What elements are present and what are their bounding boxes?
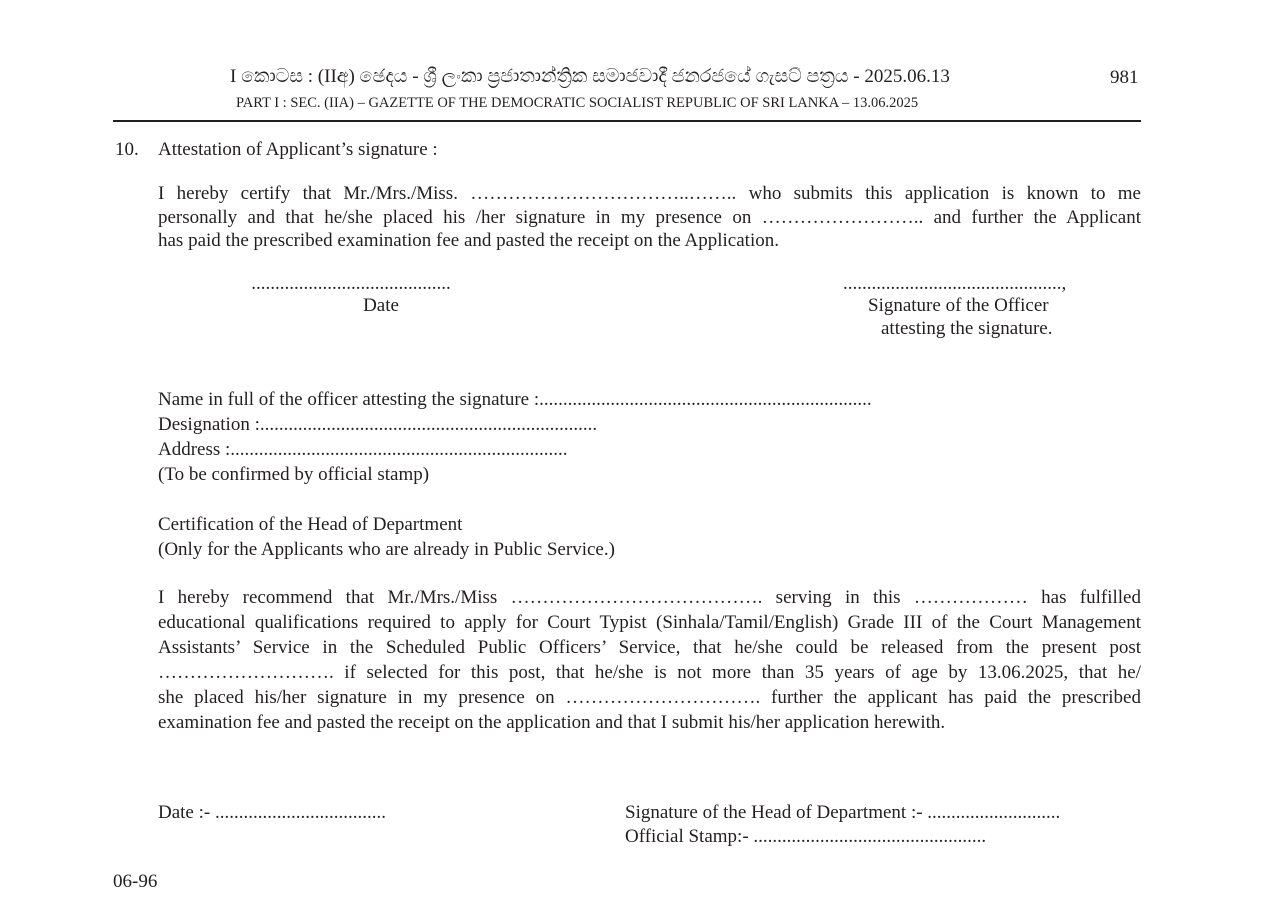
paragraph-line: Assistants’ Service in the Scheduled Public Officers’ Service, that he/she could be released from the present post — [158, 637, 1141, 658]
section-number: 10. — [115, 139, 139, 160]
head-certification-title: Certification of the Head of Department — [158, 514, 463, 535]
officer-signature-label: Signature of the Officer — [868, 295, 1049, 316]
date-dots: .......................................... — [251, 273, 451, 294]
date-label: Date — [363, 295, 399, 316]
designation-field: Designation :....................................................................... — [158, 414, 598, 435]
header-english-title: PART I : SEC. (IIA) – GAZETTE OF THE DEMOCRATIC SOCIALIST REPUBLIC OF SRI LANKA – 13.06.2025 — [236, 95, 919, 111]
section-title: Attestation of Applicant’s signature : — [158, 139, 438, 160]
official-stamp-field: Official Stamp:- ................................................. — [625, 826, 987, 847]
officer-signature-label-2: attesting the signature. — [881, 318, 1053, 339]
page-number: 981 — [1110, 67, 1139, 88]
address-field: Address :....................................................................... — [158, 439, 568, 460]
recommendation-paragraph — [158, 585, 1141, 735]
head-certification-subtitle: (Only for the Applicants who are already in Public Service.) — [158, 539, 615, 560]
attestation-paragraph — [158, 182, 1141, 253]
header-divider — [113, 120, 1141, 122]
paragraph-line: I hereby recommend that Mr./Mrs./Miss …………………………………. serving in this ……………… has fulfilled — [158, 587, 1141, 608]
paragraph-line: ………………………. if selected for this post, that he/she is not more than 35 years of age by 13.06.2025, that he/ — [158, 662, 1141, 683]
officer-name-field: Name in full of the officer attesting the signature :...................................................................... — [158, 389, 872, 410]
paragraph-line: personally and that he/she placed his /her signature in my presence on …………………….. and further the Applicant — [158, 206, 1141, 228]
footer-code: 06-96 — [113, 871, 158, 892]
stamp-note: (To be confirmed by official stamp) — [158, 464, 430, 485]
head-signature-field: Signature of the Head of Department :- ............................ — [625, 802, 1061, 823]
paragraph-line: has paid the prescribed examination fee and pasted the receipt on the Application. — [158, 230, 779, 251]
head-date-field: Date :- .................................... — [158, 802, 386, 823]
paragraph-line: she placed his/her signature in my presence on …………………………. further the applicant has paid the prescribed — [158, 687, 1141, 708]
header-sinhala-title: I කොටස : (IIඅ) ඡෙදය - ශ්‍රී ලංකා ප්‍රජාතාන්ත්‍රික සමාජවාදී ජනරජයේ ගැසට් පත්‍රය - 2025.06.13 — [230, 66, 950, 87]
paragraph-line: educational qualifications required to apply for Court Typist (Sinhala/Tamil/English) Grade III of the Court Management — [158, 612, 1141, 633]
paragraph-line: examination fee and pasted the receipt on the application and that I submit his/her application herewith. — [158, 712, 946, 733]
officer-signature-dots: .............................................., — [843, 273, 1067, 294]
paragraph-line: I hereby certify that Mr./Mrs./Miss. ……………………………..…….. who submits this application is known to me — [158, 183, 1141, 204]
